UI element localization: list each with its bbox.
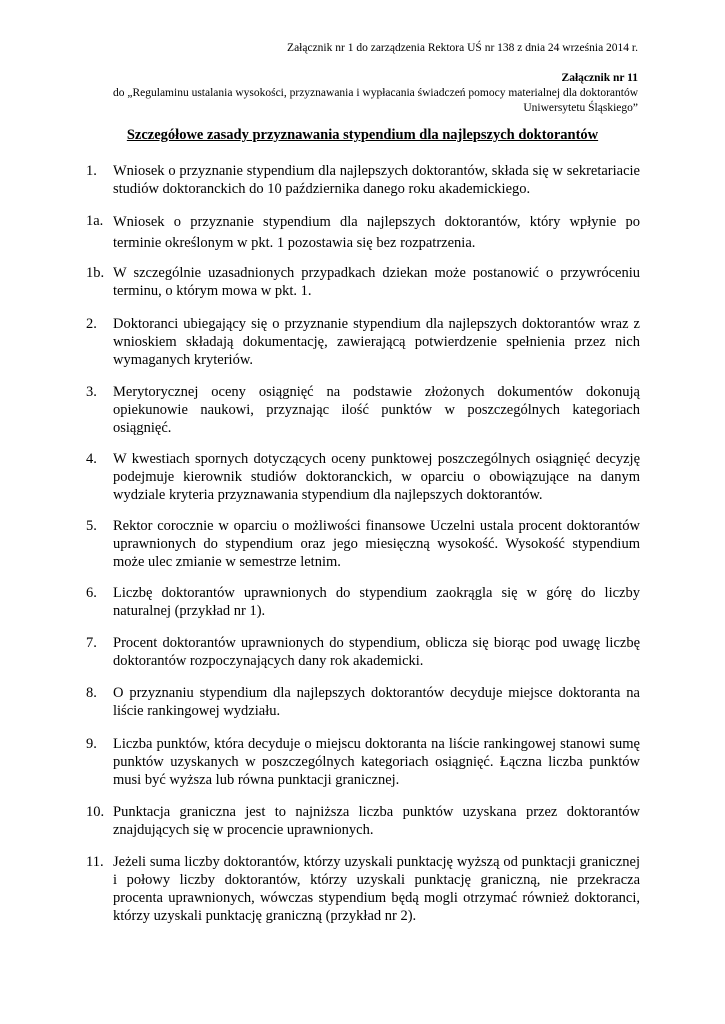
item-number: 7. <box>86 635 97 651</box>
item-number: 5. <box>86 518 97 534</box>
item-text: Rektor corocznie w oparciu o możliwości finansowe Uczelni ustala procent doktorantów uprawnionych do stypendium oraz jego miesięczną wysokość. Wysokość stypendium może ulec zmianie w semestrze letnim. <box>113 518 640 570</box>
item-text: Liczbę doktorantów uprawnionych do stypendium zaokrągla się w górę do liczby naturalnej (przykład nr 1). <box>113 585 640 619</box>
document-title: Szczegółowe zasady przyznawania stypendium dla najlepszych doktorantów <box>126 127 599 143</box>
item-text: Jeżeli suma liczby doktorantów, którzy uzyskali punktację wyższą od punktacji granicznej i połowy liczby doktorantów, którzy uzyskali punktację graniczną, nie przekracza procenta uprawnionych, wówczas stypendium będą mogli otrzymać również doktoranci, którzy uzyskali punktację graniczną (przykład nr 2). <box>113 854 640 924</box>
item-text: Doktoranci ubiegający się o przyznanie stypendium dla najlepszych doktorantów wraz z wnioskiem składają dokumentację, zawierającą potwierdzenie spełnienia przez nich wymaganych kryteriów. <box>113 316 640 368</box>
item-number: 2. <box>86 316 97 332</box>
item-number: 6. <box>86 585 97 601</box>
item-text: Punktacja graniczna jest to najniższa liczba punktów uzyskana przez doktorantów znajdujących się w procencie uprawnionych. <box>113 804 640 838</box>
item-text: O przyznaniu stypendium dla najlepszych doktorantów decyduje miejsce doktoranta na liście rankingowej wydziału. <box>113 685 640 719</box>
item-text: Wniosek o przyznanie stypendium dla najlepszych doktorantów, który wpłynie po terminie określonym w pkt. 1 pozostawia się bez rozpatrzenia. <box>113 214 640 251</box>
item-text: Liczba punktów, która decyduje o miejscu doktoranta na liście rankingowej stanowi sumę punktów uzyskanych w poszczególnych kategoriach osiągnięć. Łączna liczba punktów musi być wyższa lub równa punktacji granicznej. <box>113 736 640 788</box>
item-text: Wniosek o przyznanie stypendium dla najlepszych doktorantów, składa się w sekretariacie studiów doktoranckich do 10 października danego roku akademickiego. <box>113 163 640 197</box>
item-number: 1b. <box>86 265 105 281</box>
item-number: 1. <box>86 163 97 179</box>
item-number: 3. <box>86 384 97 400</box>
header-annex-line: Załącznik nr 1 do zarządzenia Rektora UŚ nr 138 z dnia 24 września 2014 r. <box>287 42 638 54</box>
item-number: 10. <box>86 804 105 820</box>
item-number: 9. <box>86 736 97 752</box>
header-regulation-title: do „Regulaminu ustalania wysokości, przyznawania i wypłacania świadczeń pomocy materialnej dla doktorantów Uniwersytetu Śląskiego” <box>113 87 638 114</box>
item-text: Merytorycznej oceny osiągnięć na podstawie złożonych dokumentów dokonują opiekunowie naukowi, przyznając ilość punktów w poszczególnych kategoriach osiągnięć. <box>113 384 640 436</box>
item-text: Procent doktorantów uprawnionych do stypendium, oblicza się biorąc pod uwagę liczbę doktorantów rozpoczynających dany rok akademicki. <box>113 635 640 669</box>
item-text: W kwestiach spornych dotyczących oceny punktowej poszczególnych osiągnięć decyzję podejmuje kierownik studiów doktoranckich, w oparciu o obowiązujące na danym wydziale kryteria przyznawania stypendium dla najlepszych doktorantów. <box>113 451 640 503</box>
item-number: 4. <box>86 451 97 467</box>
item-number: 11. <box>86 854 104 870</box>
item-number: 8. <box>86 685 97 701</box>
item-text: W szczególnie uzasadnionych przypadkach dziekan może postanowić o przywróceniu terminu, o którym mowa w pkt. 1. <box>113 265 640 299</box>
item-number: 1a. <box>86 213 104 229</box>
header-annex-number: Załącznik nr 11 <box>561 72 638 84</box>
